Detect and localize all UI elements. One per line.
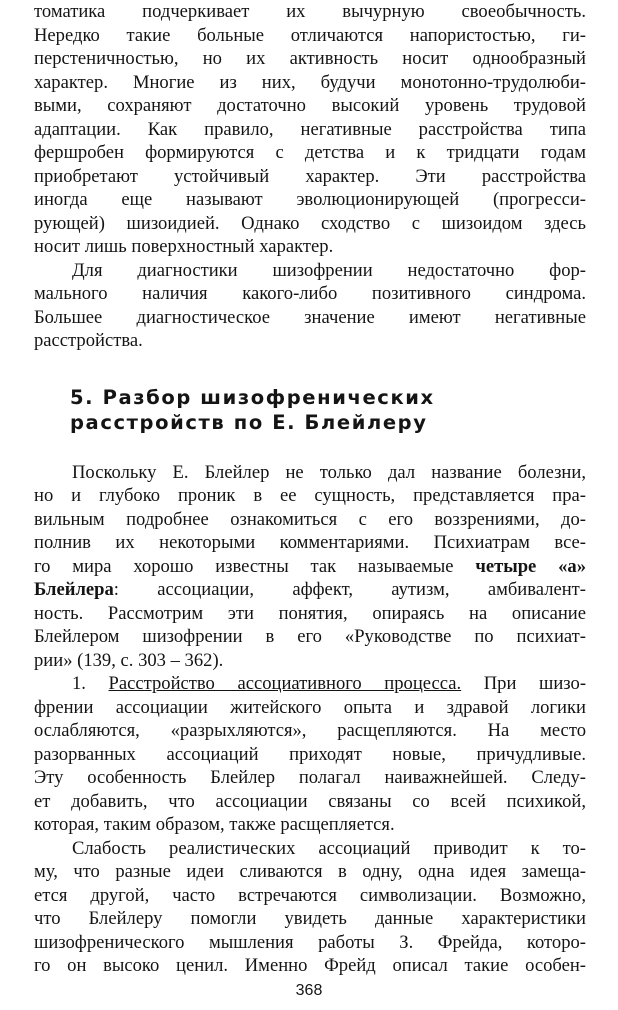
text-line: разорванных ассоциаций приходят новые, причудливые.	[34, 743, 586, 765]
text-line: томатика подчеркивает их вычурную своеобычность.	[34, 1, 586, 22]
text-line: Большее диагностическое значение имеют негативные	[34, 306, 586, 328]
section-heading	[34, 385, 586, 435]
text-line: адаптации. Как правило, негативные расстройства типа	[34, 118, 586, 140]
text-line: полнив их некоторыми комментариями. Психиатрам все-	[34, 532, 586, 553]
text-run: го мира хорошо известны так называемые	[34, 555, 476, 577]
underlined-term: Расстройство ассоциативного процесса.	[108, 673, 462, 694]
text-line: шизофренического мышления работы З. Фрейда, которо-	[34, 931, 586, 953]
text-line: ется другой, часто встречаются символизации. Возможно,	[34, 884, 586, 906]
realistic-associations-paragraph	[34, 837, 586, 978]
text-line: Слабость реалистических ассоциаций приводит к то-	[72, 837, 586, 859]
text-line: характер. Многие из них, будучи монотонно-трудолюби-	[34, 71, 586, 93]
heading-line: 5. Разбор шизофренических	[70, 385, 435, 409]
text-line: иногда еще называют эволюционирующей (прогресси-	[34, 189, 586, 210]
page-body	[34, 0, 586, 978]
text-line: Блейлером шизофрении в его «Руководстве по психиат-	[34, 626, 586, 647]
text-line: которая, таким образом, также расщепляется.	[34, 814, 395, 835]
text-line: ослабляются, «разрыхляются», расщепляются. На место	[34, 720, 586, 741]
text-line: что Блейлеру помогли увидеть данные характеристики	[34, 908, 586, 929]
text-line: вильным подробнее ознакомиться с его воззрениями, до-	[34, 508, 586, 530]
text-line: рующей) шизоидией. Однако сходство с шизоидом здесь	[34, 212, 586, 234]
page-number: 368	[295, 982, 323, 999]
text-line: но и глубоко проник в ее сущность, представляется пра-	[34, 485, 586, 506]
text-line: приобретают устойчивый характер. Эти расстройства	[34, 165, 586, 187]
text-line	[34, 555, 586, 579]
list-number: 1.	[72, 673, 109, 694]
text-line: го он высоко ценил. Именно Фрейд описал такие особен-	[34, 955, 586, 976]
bold-term: четыре «а»	[475, 555, 586, 577]
text-line: ет добавить, что ассоциации связаны со всей психикой,	[34, 790, 586, 812]
intro-paragraph	[34, 0, 586, 259]
bold-term: Блейлера	[34, 579, 114, 600]
text-line: ность. Рассмотрим эти понятия, опираясь на описание	[34, 602, 586, 624]
text-line: мального наличия какого-либо позитивного синдрома.	[34, 283, 586, 304]
text-line: фершробен формируются с детства и к тридцати годам	[34, 142, 586, 163]
text-line: выми, сохраняют достаточно высокий уровень трудовой	[34, 95, 586, 116]
text-line	[34, 672, 586, 696]
text-line: Нередко такие больные отличаются напористостью, ги-	[34, 24, 586, 46]
heading-line: расстройств по Е. Блейлеру	[70, 410, 428, 434]
bleuler-intro-paragraph	[34, 461, 586, 673]
association-disorder-paragraph	[34, 672, 586, 837]
text-run: При шизо-	[461, 673, 587, 694]
text-line: му, что разные идеи сливаются в одну, одна идея замеща-	[34, 861, 586, 882]
text-line: рии» (139, с. 303 – 362).	[34, 649, 224, 671]
text-line: перстеничностью, но их активность носит однообразный	[34, 48, 586, 69]
text-line: френии ассоциации житейского опыта и здравой логики	[34, 696, 586, 718]
text-line: Эту особенность Блейлер полагал наиважнейшей. Следу-	[34, 767, 586, 788]
text-line: Поскольку Е. Блейлер не только дал название болезни,	[72, 461, 586, 483]
text-line: Для диагностики шизофрении недостаточно фор-	[72, 259, 586, 281]
text-line: носит лишь поверхностный характер.	[34, 236, 334, 257]
text-line	[34, 578, 586, 602]
text-line: расстройства.	[34, 330, 143, 351]
diagnostics-paragraph	[34, 259, 586, 353]
text-run: : ассоциации, аффект, аутизм, амбивалент-	[113, 579, 586, 600]
